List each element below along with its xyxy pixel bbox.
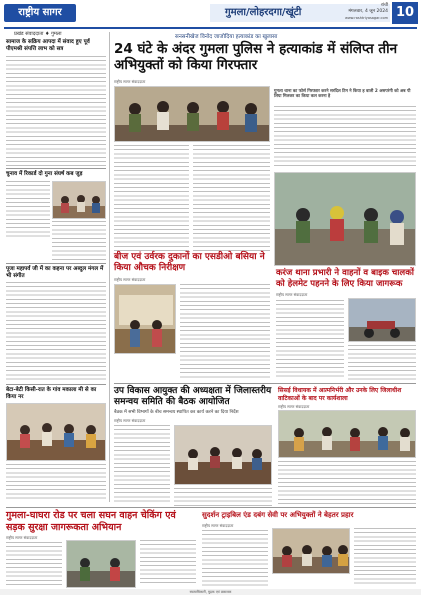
left-story4-photo [6, 403, 106, 461]
meeting-photo-icon [7, 404, 106, 461]
lead-text-col1 [114, 145, 189, 251]
column-divider [109, 32, 110, 502]
bottom-mid-photo [272, 528, 350, 574]
classroom-photo-icon [53, 182, 106, 219]
samiti-text-col2 [174, 488, 272, 506]
crowd-photo-icon [273, 529, 350, 574]
masthead-city-date: रांची [380, 3, 388, 8]
lead-headline: 24 घंटे के अंदर गुमला पुलिस ने हत्याकांड में संलिप्त तीन अभियुक्तों को किया गिरफ्तार [114, 41, 398, 73]
samiti-text-col1 [114, 425, 170, 505]
left-story2-headline: चुनाव में रिकार्ड दो गुना संघर्ष कब जुड़ [6, 171, 83, 177]
karan-headline: करंज थाना प्रभारी ने वाहनों व बाइक चालकों को हेलमेट पहनने के लिए किया जागरूक [276, 268, 414, 289]
divider [6, 384, 106, 385]
masthead-date [344, 3, 388, 15]
vidhayak-headline: सिसई विधायक में आत्मनिर्भरी और उनके लिए जिलाधीश वाटिकाओं के बाद पर कार्यशाला [278, 387, 402, 402]
bij-photo [114, 284, 176, 354]
masthead-brand: राष्ट्रीय सागर [4, 4, 76, 22]
karan-photo-2 [348, 298, 416, 342]
left-story4-headline: बेटा-बेटी किसी-रात के गांव मकाला मी से का किया नर [6, 387, 97, 400]
karan-byline: राष्ट्रीय सागर संवाददाता [276, 292, 308, 297]
helmet-drive-photo-icon [275, 173, 416, 266]
shop-inspection-photo-icon [115, 285, 176, 354]
bottom-right-text [354, 528, 416, 586]
samiti-sub: बैठक में सभी विभागों के बीच समन्वय स्थापित कर कार्य करने का दिया निर्देश [114, 410, 239, 415]
bike-riders-photo-icon [349, 299, 416, 342]
left-kicker: प्रखंड संवाददाता ♦ गुमला [14, 31, 62, 37]
karan-photo [274, 172, 416, 266]
divider [6, 263, 106, 264]
divider [114, 383, 416, 384]
masthead [0, 0, 421, 26]
page-number: 10 [392, 2, 418, 24]
vidhayak-byline: राष्ट्रीय सागर संवाददाता [278, 404, 310, 409]
lead-photo [114, 86, 270, 142]
police-press-photo-icon [115, 87, 270, 142]
divider [6, 168, 106, 169]
masthead-city: गुमला/लोहरदगा/खूंटी [225, 7, 302, 18]
samiti-headline: उप विकास आयुक्त की अध्यक्षता में जिलास्तरीय समन्वय समिति की बैठक आयोजित [114, 386, 272, 407]
bij-byline: राष्ट्रीय सागर संवाददाता [114, 277, 146, 282]
road-text-col1 [6, 542, 62, 586]
bottom-mid-text-col1 [202, 530, 268, 586]
left-story2-text-b [52, 221, 106, 261]
lead-text-right [274, 106, 416, 168]
left-story4-text [6, 464, 106, 502]
committee-meeting-photo-icon [175, 426, 272, 485]
left-story1-text [6, 56, 106, 166]
left-story3-headline: पूजा महापर्व जी में का कहना पर अब्दुल मंगल में भी संगीत [6, 266, 104, 279]
samiti-photo [174, 425, 272, 485]
left-story1-headline: सामाज के सक्रिय आपदा में संवाद हुए पूर्व पीएमश्री संपत्ति लाभ को सत्र [6, 39, 90, 52]
left-story3-text [6, 282, 106, 382]
lead-byline: राष्ट्रीय सागर संवाददाता [114, 79, 146, 84]
masthead-weekday-date: मंगलवार, 4 जून 2024 [348, 9, 388, 14]
footer [0, 589, 421, 595]
footer-imprint: स्वत्वाधिकारी, मुद्रक एवं प्रकाशक [189, 590, 232, 594]
masthead-rule [4, 27, 417, 29]
vehicle-checking-photo-icon [67, 541, 136, 588]
vidhayak-photo [278, 410, 416, 458]
vidhayak-text [278, 461, 416, 505]
left-story2-text [6, 181, 50, 239]
road-headline: गुमला-घाघरा रोड पर चला सघन वाहन चेकिंग एवं सड़क सुरक्षा जागरूकता अभियान [6, 510, 176, 533]
bottom-mid-byline: राष्ट्रीय सागर संवाददाता [202, 523, 234, 528]
bottom-mid-headline: सुदर्शन ट्राइबिल एंड दबंग सेवी पर अभियुक्तों ने बेहतर प्रहार [202, 511, 354, 519]
road-photo [66, 540, 136, 588]
lead-kicker: सनसनीखेज विनोद जाजोदिया हत्याकांड का खुलासा [175, 34, 278, 40]
karan-text-col2 [348, 345, 416, 380]
workshop-photo-icon [279, 411, 416, 458]
road-text-col2 [140, 540, 196, 586]
masthead-website: www.rashtriyasagar.com [344, 16, 388, 20]
divider [6, 507, 416, 508]
lead-aside: गुमला थाना का फोर्स गिरफ्तार करने सरदिल टिम ने किया ह वाली 2 असपरंगी को अब पी लिया मिलकर का किया कल करना है [274, 88, 411, 99]
road-byline: राष्ट्रीय सागर संवाददाता [6, 535, 38, 540]
samiti-byline: राष्ट्रीय सागर संवाददाता [114, 418, 146, 423]
bij-headline: बीज एवं उर्वरक दुकानों का एसडीओ बसिया ने किया औचक निरीक्षण [114, 252, 265, 273]
left-story2-photo [52, 181, 106, 219]
bij-text [180, 284, 270, 380]
karan-text-col1 [276, 300, 344, 380]
lead-text-col2 [193, 145, 270, 251]
